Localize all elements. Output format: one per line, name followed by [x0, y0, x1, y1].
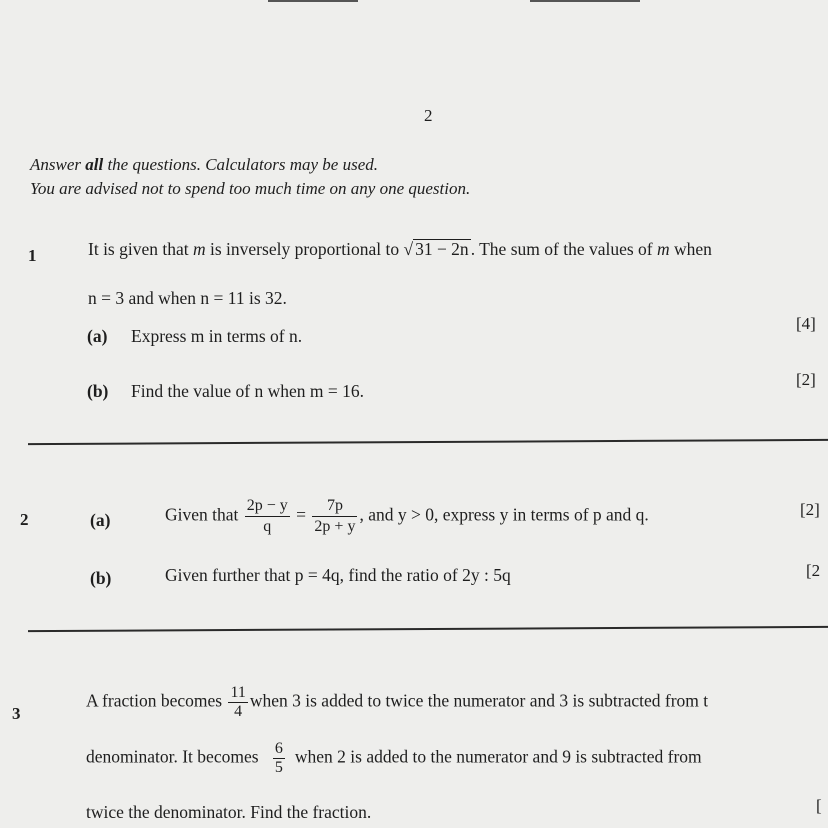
- fraction: $\frac{11}{4}$: [230, 684, 246, 720]
- q1b-label: (b): [87, 381, 109, 401]
- q2b-mark: [2: [806, 561, 821, 580]
- question-number-2: 2: [20, 510, 29, 529]
- top-edge-mark: [530, 0, 640, 2]
- q3-line-2: denominator. It becomes $\frac{6}{5}$ when 2 is added to the numerator and 9 is subtracted from: [86, 740, 702, 776]
- q2a-text: Given that $\frac{2p - y}{q}$ = $\frac{7p}{2p + y}$ , and y > 0, express y in terms of p and q.: [165, 497, 649, 535]
- q2a-label: (a): [90, 510, 111, 530]
- question-number-3: 3: [12, 704, 21, 723]
- q3-line-1: A fraction becomes $\frac{11}{4}$ when 3 is added to twice the numerator and 3 is subtracted from t: [86, 684, 709, 720]
- fraction: $\frac{6}{5}$: [274, 740, 283, 776]
- sqrt-symbol: √: [403, 239, 414, 259]
- q1-stem-line-1: It is given that m is inversely proportional to √ 31 − 2n . The sum of the values of m when: [88, 239, 712, 259]
- q2a-mark: [2]: [800, 500, 820, 519]
- instruction-line-1: Answer all the questions. Calculators may be used.: [30, 155, 379, 174]
- divider-line: [28, 626, 828, 632]
- q1a-text: Express m in terms of n.: [131, 326, 303, 346]
- question-number-1: 1: [28, 246, 37, 265]
- q3-mark: [: [816, 796, 822, 815]
- sqrt-expression: 31 − 2n: [415, 239, 469, 259]
- q1-stem-line-2: n = 3 and when n = 11 is 32.: [88, 288, 287, 308]
- q2b-text: Given further that p = 4q, find the ratio of 2y : 5q: [165, 565, 511, 585]
- divider-line: [28, 439, 828, 445]
- page-number: 2: [424, 106, 433, 125]
- fraction: $\frac{7p}{2p + y}$: [314, 497, 356, 535]
- q2b-label: (b): [90, 568, 112, 588]
- instruction-line-2: You are advised not to spend too much time on any one question.: [30, 179, 471, 198]
- q3-line-3: twice the denominator. Find the fraction.: [86, 802, 372, 822]
- top-edge-mark: [268, 0, 358, 2]
- fraction: $\frac{2p - y}{q}$: [246, 497, 288, 535]
- q1a-label: (a): [87, 326, 108, 346]
- q1b-mark: [2]: [796, 370, 816, 389]
- q1a-mark: [4]: [796, 314, 816, 333]
- q1b-text: Find the value of n when m = 16.: [131, 381, 364, 401]
